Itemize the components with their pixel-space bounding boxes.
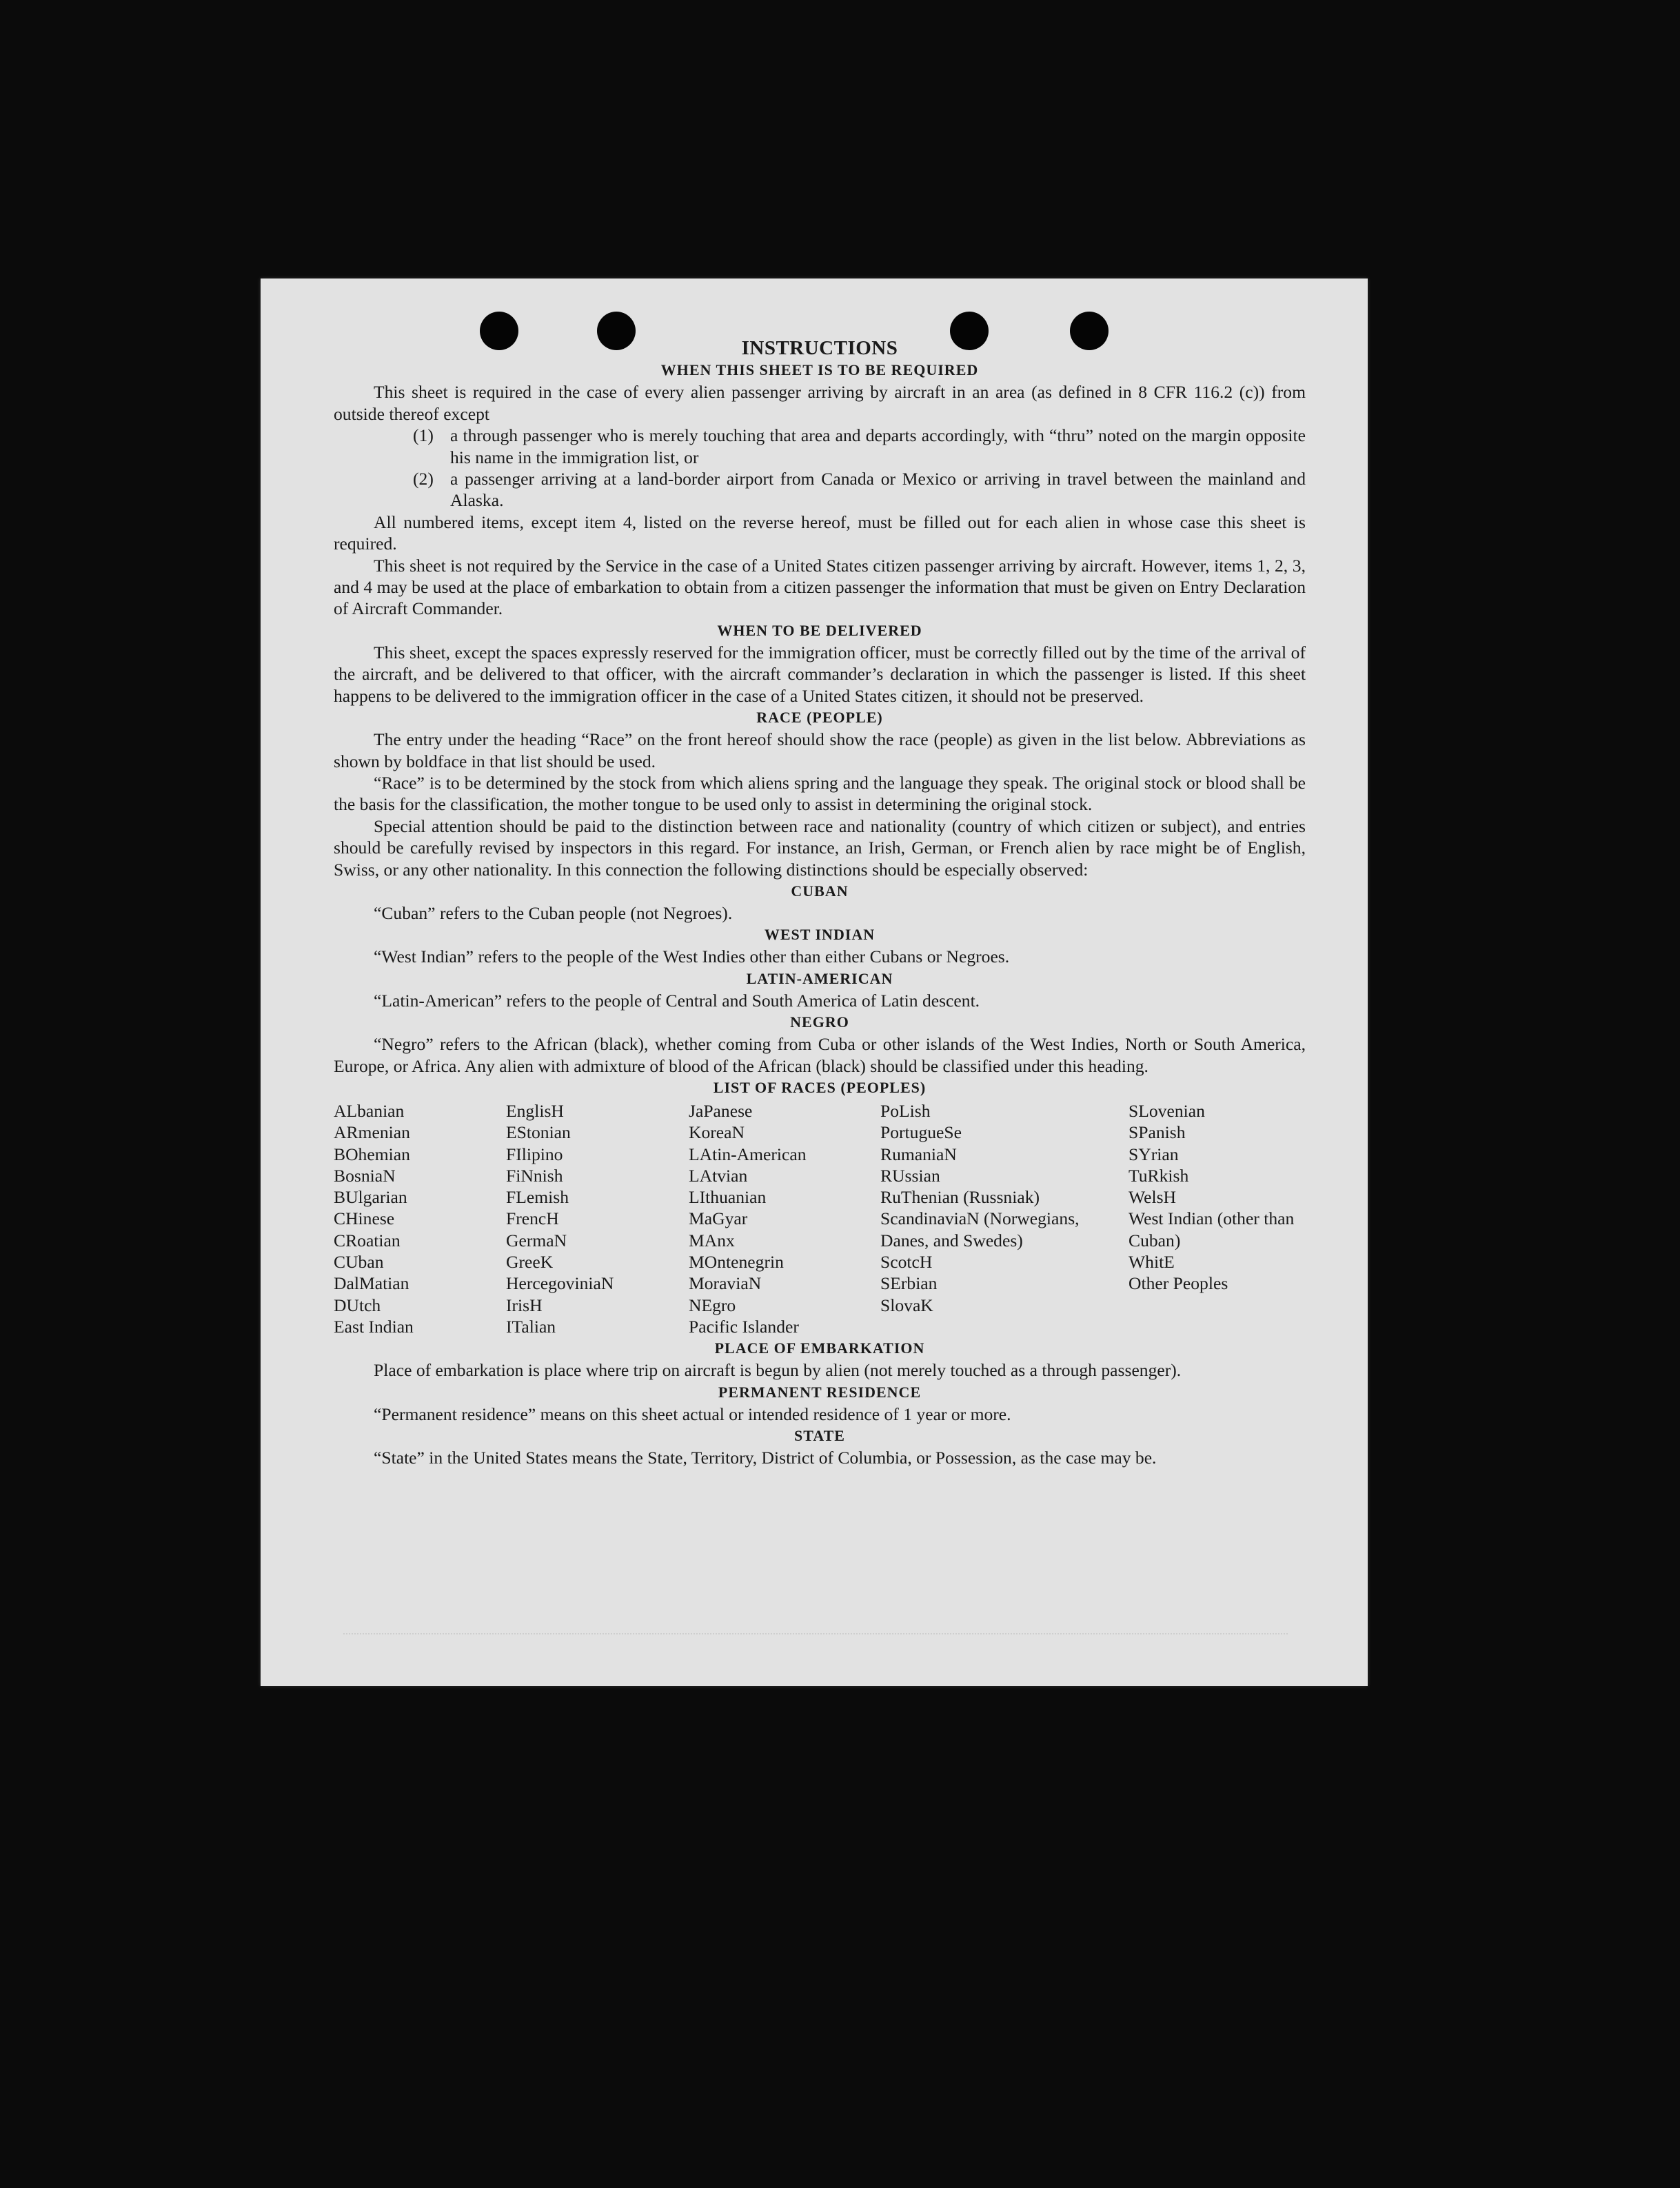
paragraph: All numbered items, except item 4, listed on the reverse hereof, must be filled out for each alien in whose case this sheet is required. [334, 511, 1306, 554]
paragraph: “West Indian” refers to the people of the West Indies other than either Cubans or Negroes. [374, 946, 1010, 967]
list-item [413, 468, 1306, 511]
race-entry: EnglisH [506, 1100, 564, 1121]
race-entry: DalMatian [334, 1273, 409, 1294]
paragraph: This sheet is required in the case of every alien passenger arriving by aircraft in an area (as defined in 8 CFR 116.2 (c)) from outside thereof except [334, 382, 1306, 424]
paragraph: “Negro” refers to the African (black), whether coming from Cuba or other islands of the West Indies, North or South America, Europe, or Africa. Any alien with admixture of blood of the African (black) should be classified under this heading. [334, 1034, 1306, 1076]
section-heading: NEGRO [790, 1013, 849, 1031]
item-text: a passenger arriving at a land-border airport from Canada or Mexico or arriving in travel between the mainland and Alaska. [450, 469, 1306, 511]
race-entry: FrencH [506, 1208, 559, 1229]
races-column [689, 1100, 880, 1337]
race-entry: SErbian [880, 1273, 938, 1294]
race-entry: DUtch [334, 1295, 381, 1315]
race-entry: RumaniaN [880, 1144, 957, 1164]
races-column [334, 1100, 506, 1337]
race-entry: FLemish [506, 1187, 569, 1208]
race-entry: IrisH [506, 1295, 543, 1315]
section-heading: PLACE OF EMBARKATION [714, 1339, 925, 1357]
race-entry: CRoatian [334, 1230, 401, 1250]
race-entry: PortugueSe [880, 1122, 962, 1143]
race-entry: LAtin-American [689, 1144, 807, 1164]
race-entry: LIthuanian [689, 1187, 767, 1208]
race-entry: WelsH [1129, 1187, 1177, 1208]
race-entry: FIlipino [506, 1144, 563, 1164]
instructions-body [334, 335, 1306, 1468]
races-column [880, 1100, 1129, 1337]
paragraph: This sheet, except the spaces expressly reserved for the immigration officer, must be correctly filled out by the time of the arrival of the aircraft, and be delivered to that officer, with the aircraft commander’s declaration in which the passenger is listed. If this sheet happens to be delivered to the immigration officer in the case of a United States citizen, it should not be preserved. [334, 642, 1306, 706]
item-number: (2) [413, 469, 434, 489]
section-heading: LATIN-AMERICAN [746, 969, 893, 987]
race-entry: BOhemian [334, 1144, 410, 1164]
section-heading: STATE [794, 1427, 845, 1445]
item-text: a through passenger who is merely touching that area and departs accordingly, with “thru” noted on the margin opposite his name in the immigration list, or [450, 425, 1306, 467]
race-entry: BosniaN [334, 1165, 396, 1186]
page-title: INSTRUCTIONS [741, 337, 898, 359]
section-heading: CUBAN [791, 882, 849, 900]
paragraph: “Cuban” refers to the Cuban people (not Negroes). [374, 902, 733, 923]
race-entry: GermaN [506, 1230, 567, 1250]
paragraph: “Latin-American” refers to the people of Central and South America of Latin descent. [374, 990, 980, 1011]
race-entry: BUlgarian [334, 1187, 407, 1208]
list-item [413, 425, 1306, 468]
document-sheet [261, 278, 1368, 1686]
race-entry: MoraviaN [689, 1273, 762, 1294]
race-entry: EStonian [506, 1122, 571, 1143]
paragraph: “State” in the United States means the State, Territory, District of Columbia, or Possession, as the case may be. [374, 1448, 1157, 1468]
item-number: (1) [413, 425, 434, 446]
races-list [334, 1100, 1306, 1337]
races-column [506, 1100, 689, 1337]
race-entry: TuRkish [1129, 1165, 1189, 1186]
race-entry: SPanish [1129, 1122, 1186, 1143]
race-entry: SYrian [1129, 1144, 1179, 1164]
section-heading: WHEN TO BE DELIVERED [717, 621, 922, 639]
section-heading: WHEN THIS SHEET IS TO BE REQUIRED [660, 361, 979, 379]
race-entry: Pacific Islander [689, 1316, 799, 1337]
race-entry: CHinese [334, 1208, 395, 1229]
race-entry: RuThenian (Russniak) [880, 1187, 1040, 1208]
race-entry: SlovaK [880, 1295, 933, 1315]
paragraph: This sheet is not required by the Service in the case of a United States citizen passenger arriving by aircraft. However, items 1, 2, 3, and 4 may be used at the place of embarkation to obtain from a citizen passenger the information that must be given on Entry Declaration of Aircraft Commander. [334, 555, 1306, 619]
race-entry: Other Peoples [1129, 1273, 1228, 1294]
race-entry: ALbanian [334, 1100, 405, 1121]
race-entry: East Indian [334, 1316, 414, 1337]
race-entry: MOntenegrin [689, 1252, 784, 1273]
paragraph: “Permanent residence” means on this sheet actual or intended residence of 1 year or more. [374, 1404, 1011, 1424]
race-entry: MaGyar [689, 1208, 748, 1229]
paragraph: “Race” is to be determined by the stock from which aliens spring and the language they speak. The original stock or blood shall be the basis for the classification, the mother tongue to be used only to assist in determining the original stock. [334, 772, 1306, 815]
race-entry: ARmenian [334, 1122, 410, 1143]
race-entry: West Indian (other than Cuban) [1129, 1208, 1295, 1250]
race-entry: KoreaN [689, 1122, 745, 1143]
race-entry: HercegoviniaN [506, 1273, 614, 1294]
section-heading: LIST OF RACES (PEOPLES) [713, 1078, 927, 1096]
paragraph: Place of embarkation is place where trip on aircraft is begun by alien (not merely touched as a through passenger). [374, 1360, 1182, 1381]
section-heading: WEST INDIAN [764, 926, 876, 944]
faint-footer-bleedthrough [343, 1633, 1288, 1655]
section-heading: RACE (PEOPLE) [756, 709, 883, 727]
race-entry: ScandinaviaN (Norwegians, Danes, and Swedes) [880, 1208, 1080, 1250]
race-entry: CUban [334, 1252, 384, 1273]
race-entry: JaPanese [689, 1100, 753, 1121]
paragraph: The entry under the heading “Race” on the front hereof should show the race (people) as given in the list below. Abbreviations as shown by boldface in that list should be used. [334, 729, 1306, 771]
race-entry: ScotcH [880, 1252, 933, 1273]
paragraph: Special attention should be paid to the distinction between race and nationality (country of which citizen or subject), and entries should be carefully revised by inspectors in this regard. For instance, an Irish, German, or French alien by race might be of English, Swiss, or any other nationality. In this connection the following distinctions should be especially observed: [334, 816, 1306, 880]
races-column [1129, 1100, 1306, 1337]
race-entry: FiNnish [506, 1165, 563, 1186]
race-entry: LAtvian [689, 1165, 748, 1186]
race-entry: GreeK [506, 1252, 554, 1273]
race-entry: ITalian [506, 1316, 556, 1337]
race-entry: RUssian [880, 1165, 940, 1186]
race-entry: NEgro [689, 1295, 736, 1315]
race-entry: MAnx [689, 1230, 735, 1250]
section-heading: PERMANENT RESIDENCE [718, 1383, 922, 1401]
race-entry: PoLish [880, 1100, 931, 1121]
race-entry: WhitE [1129, 1252, 1175, 1273]
race-entry: SLovenian [1129, 1100, 1205, 1121]
